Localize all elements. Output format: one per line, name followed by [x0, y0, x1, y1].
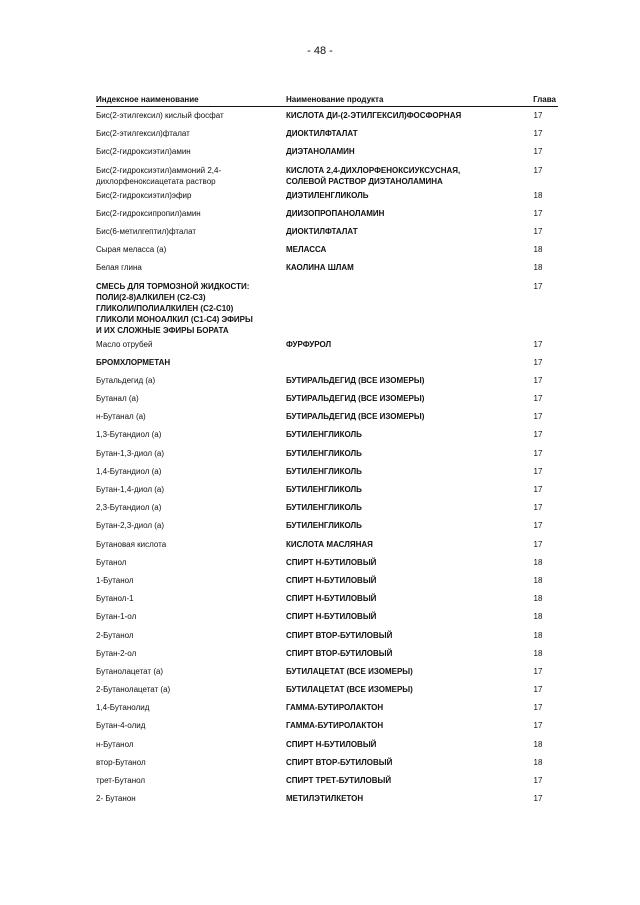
chapter-cell: 17	[533, 485, 543, 494]
product-name-cell: ДИИЗОПРОПАНОЛАМИН	[286, 208, 385, 218]
index-name-cell: Бис(6-метилгептил)фталат	[96, 226, 197, 236]
index-name-cell: Бис(2-этилгексил)фталат	[96, 129, 190, 139]
chapter-cell: 18	[533, 575, 543, 585]
chapter-cell: 17	[533, 129, 543, 139]
table-row	[96, 611, 558, 629]
product-name-cell: СПИРТ Н-БУТИЛОВЫЙ	[286, 739, 377, 749]
product-name-cell: СПИРТ Н-БУТИЛОВЫЙ	[286, 575, 377, 585]
index-name-cell: трет-Бутанол	[96, 776, 146, 785]
product-name-cell: СПИРТ ВТОР-БУТИЛОВЫЙ	[286, 757, 393, 767]
chapter-cell: 17	[533, 226, 543, 236]
product-name-cell: БУТИЛАЦЕТАТ (ВСЕ ИЗОМЕРЫ)	[286, 666, 413, 676]
table-row	[96, 357, 558, 375]
table-row	[96, 684, 558, 702]
table-row	[96, 666, 558, 684]
chapter-cell: 17	[533, 375, 543, 385]
index-name-cell: Бутальдегид (а)	[96, 375, 156, 385]
product-name-cell: БУТИЛЕНГЛИКОЛЬ	[286, 485, 362, 494]
product-name-cell: СПИРТ Н-БУТИЛОВЫЙ	[286, 557, 377, 567]
chapter-cell: 17	[533, 666, 543, 676]
header-chapter: Глава	[533, 95, 556, 104]
table-row	[96, 375, 558, 393]
table-row	[96, 244, 558, 262]
product-name-cell: СПИРТ Н-БУТИЛОВЫЙ	[286, 612, 377, 622]
index-name-cell: Бутанолацетат (а)	[96, 666, 164, 676]
table-row	[96, 630, 558, 648]
table-row	[96, 466, 558, 484]
table-row	[96, 575, 558, 593]
table-row	[96, 648, 558, 666]
index-name-cell: Масло отрубей	[96, 339, 153, 349]
chapter-cell: 17	[533, 776, 543, 785]
table-row	[96, 393, 558, 411]
table-row	[96, 739, 558, 757]
chapter-cell: 18	[533, 190, 543, 200]
index-name-cell: 1,3-Бутандиол (а)	[96, 430, 162, 440]
product-name-cell: БУТИРАЛЬДЕГИД (ВСЕ ИЗОМЕРЫ)	[286, 394, 425, 404]
table-row	[96, 593, 558, 611]
chapter-cell: 17	[533, 165, 543, 175]
index-name-cell: Белая глина	[96, 263, 142, 273]
product-name-cell: СПИРТ ТРЕТ-БУТИЛОВЫЙ	[286, 776, 392, 785]
table-row	[96, 520, 558, 538]
product-name-cell: БУТИЛАЦЕТАТ (ВСЕ ИЗОМЕРЫ)	[286, 685, 413, 695]
table-row	[96, 208, 558, 226]
table-header	[96, 94, 558, 107]
chapter-cell: 17	[533, 703, 543, 713]
table-row	[96, 502, 558, 520]
table-row	[96, 146, 558, 164]
chapter-cell: 18	[533, 263, 543, 273]
chapter-cell: 17	[533, 466, 543, 476]
index-name-cell: Бутан-2,3-диол (а)	[96, 521, 165, 531]
index-name-cell: Бис(2-гидроксиэтил)эфир	[96, 190, 192, 200]
substance-index-table	[96, 94, 558, 811]
chapter-cell: 18	[533, 557, 543, 567]
index-name-cell: Бутан-4-олид	[96, 721, 146, 731]
index-name-cell: БРОМХЛОРМЕТАН	[96, 357, 171, 367]
product-name-cell: ГАММА-БУТИРОЛАКТОН	[286, 703, 384, 713]
table-row	[96, 190, 558, 208]
product-name-cell: ДИОКТИЛФТАЛАТ	[286, 226, 358, 236]
chapter-cell: 17	[533, 448, 543, 458]
table-row	[96, 226, 558, 244]
table-row	[96, 110, 558, 128]
product-name-cell: СПИРТ ВТОР-БУТИЛОВЫЙ	[286, 648, 393, 658]
table-row	[96, 448, 558, 466]
table-row	[96, 757, 558, 775]
index-name-cell: Бис(2-гидроксиэтил)аммоний 2,4- дихлорфеноксиацетата раствор	[96, 165, 222, 186]
product-name-cell: КИСЛОТА ДИ-(2-ЭТИЛГЕКСИЛ)ФОСФОРНАЯ	[286, 111, 462, 120]
chapter-cell: 18	[533, 612, 543, 622]
chapter-cell: 17	[533, 794, 543, 804]
product-name-cell: БУТИЛЕНГЛИКОЛЬ	[286, 448, 362, 458]
chapter-cell: 17	[533, 281, 543, 291]
product-name-cell: КАОЛИНА ШЛАМ	[286, 263, 354, 273]
chapter-cell: 18	[533, 739, 543, 749]
index-name-cell: н-Бутанол	[96, 739, 134, 749]
chapter-cell: 17	[533, 394, 543, 404]
header-product-name: Наименование продукта	[286, 95, 384, 104]
index-name-cell: 1,4-Бутанолид	[96, 703, 150, 713]
index-name-cell: Бутан-1,3-диол (а)	[96, 448, 165, 458]
table-row	[96, 262, 558, 280]
chapter-cell: 18	[533, 594, 543, 604]
chapter-cell: 17	[533, 685, 543, 695]
chapter-cell: 17	[533, 721, 543, 731]
table-row	[96, 720, 558, 738]
index-name-cell: Бутан-1,4-диол (а)	[96, 485, 165, 494]
product-name-cell: БУТИЛЕНГЛИКОЛЬ	[286, 430, 362, 440]
chapter-cell: 17	[533, 503, 543, 513]
index-name-cell: Бис(2-этилгексил) кислый фосфат	[96, 111, 224, 120]
table-row	[96, 339, 558, 357]
index-name-cell: Бутанал (а)	[96, 394, 139, 404]
index-name-cell: Бутан-2-ол	[96, 648, 137, 658]
table-row	[96, 775, 558, 793]
table-row	[96, 702, 558, 720]
product-name-cell: СПИРТ Н-БУТИЛОВЫЙ	[286, 594, 377, 604]
chapter-cell: 17	[533, 339, 543, 349]
table-row	[96, 165, 558, 190]
chapter-cell: 18	[533, 245, 543, 255]
table-row	[96, 557, 558, 575]
index-name-cell: Бутановая кислота	[96, 539, 167, 549]
product-name-cell: СПИРТ ВТОР-БУТИЛОВЫЙ	[286, 630, 393, 640]
index-name-cell: Бутанол	[96, 557, 127, 567]
index-name-cell: 2-Бутанолацетат (а)	[96, 685, 171, 695]
index-name-cell: Бутан-1-ол	[96, 612, 137, 622]
table-body	[96, 107, 558, 811]
table-row	[96, 484, 558, 502]
index-name-cell: 2- Бутанон	[96, 794, 136, 804]
product-name-cell: БУТИЛЕНГЛИКОЛЬ	[286, 503, 362, 513]
table-row	[96, 281, 558, 339]
product-name-cell: КИСЛОТА МАСЛЯНАЯ	[286, 539, 373, 549]
index-name-cell: 1-Бутанол	[96, 575, 134, 585]
product-name-cell: ДИОКТИЛФТАЛАТ	[286, 129, 358, 139]
product-name-cell: БУТИЛЕНГЛИКОЛЬ	[286, 521, 362, 531]
table-row	[96, 539, 558, 557]
table-row	[96, 128, 558, 146]
page-number: - 48 -	[307, 45, 333, 57]
index-name-cell: Бис(2-гидроксиэтил)амин	[96, 147, 191, 157]
chapter-cell: 17	[533, 111, 543, 120]
index-name-cell: втор-Бутанол	[96, 757, 146, 767]
chapter-cell: 17	[533, 539, 543, 549]
product-name-cell: МЕЛАССА	[286, 245, 327, 255]
product-name-cell: БУТИРАЛЬДЕГИД (ВСЕ ИЗОМЕРЫ)	[286, 375, 425, 385]
chapter-cell: 17	[533, 147, 543, 157]
chapter-cell: 17	[533, 412, 543, 422]
index-name-cell: Бис(2-гидроксипропил)амин	[96, 208, 201, 218]
chapter-cell: 18	[533, 757, 543, 767]
table-row	[96, 429, 558, 447]
chapter-cell: 18	[533, 630, 543, 640]
index-name-cell: СМЕСЬ ДЛЯ ТОРМОЗНОЙ ЖИДКОСТИ: ПОЛИ(2-8)АЛКИЛЕН (С2-С3) ГЛИКОЛИ/ПОЛИАЛКИЛЕН (С2-С10) ГЛИКОЛИ МОНОАЛКИЛ (С1-С4) ЭФИРЫ И ИХ СЛОЖНЫЕ ЭФИРЫ БОРАТА	[96, 281, 253, 335]
index-name-cell: 2-Бутанол	[96, 630, 134, 640]
chapter-cell: 17	[533, 357, 543, 367]
index-name-cell: Сырая меласса (а)	[96, 245, 167, 255]
table-row	[96, 793, 558, 811]
index-name-cell: н-Бутанал (а)	[96, 412, 146, 422]
chapter-cell: 17	[533, 521, 543, 531]
chapter-cell: 17	[533, 430, 543, 440]
product-name-cell: ФУРФУРОЛ	[286, 339, 332, 349]
index-name-cell: 1,4-Бутандиол (а)	[96, 466, 162, 476]
product-name-cell: БУТИЛЕНГЛИКОЛЬ	[286, 466, 362, 476]
product-name-cell: КИСЛОТА 2,4-ДИХЛОРФЕНОКСИУКСУСНАЯ, СОЛЕВОЙ РАСТВОР ДИЭТАНОЛАМИНА	[286, 165, 461, 186]
product-name-cell: БУТИРАЛЬДЕГИД (ВСЕ ИЗОМЕРЫ)	[286, 412, 425, 422]
chapter-cell: 18	[533, 648, 543, 658]
header-index-name: Индексное наименование	[96, 95, 199, 104]
product-name-cell: ГАММА-БУТИРОЛАКТОН	[286, 721, 384, 731]
product-name-cell: ДИЭТИЛЕНГЛИКОЛЬ	[286, 190, 369, 200]
chapter-cell: 17	[533, 208, 543, 218]
product-name-cell: ДИЭТАНОЛАМИН	[286, 147, 355, 157]
index-name-cell: 2,3-Бутандиол (а)	[96, 503, 162, 513]
index-name-cell: Бутанол-1	[96, 594, 134, 604]
product-name-cell: МЕТИЛЭТИЛКЕТОН	[286, 794, 364, 804]
table-row	[96, 411, 558, 429]
